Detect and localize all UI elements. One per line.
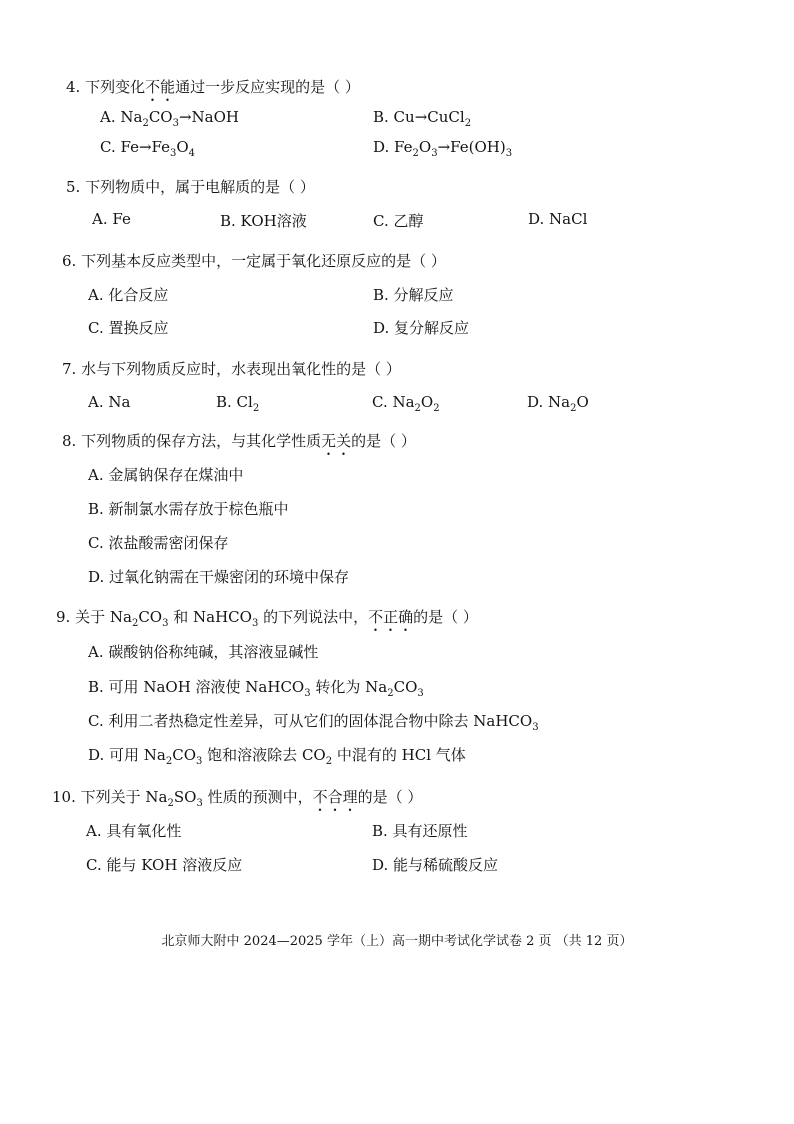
question-7-stem: 7. 水与下列物质反应时，水表现出氧化性的是（ ） (62, 360, 401, 378)
option-d: D. 复分解反应 (373, 319, 470, 337)
option-c: C. 置换反应 (88, 319, 169, 337)
emphasis-mark: 无关 (321, 432, 352, 450)
option-b: B. 具有还原性 (372, 822, 468, 840)
option-a: A. 金属钠保存在煤油中 (88, 466, 244, 484)
emphasis-mark: 不正确 (368, 608, 414, 626)
option-b: B. 分解反应 (373, 286, 454, 304)
question-9-stem: 9. 关于 $Na_2CO_3$ 和 NaHCO$_3$ 的下列说法中，不正确的是（ ） (56, 608, 478, 629)
question-5-stem: 5. 下列物质中，属于电解质的是（ ） (66, 178, 315, 196)
question-4-stem: 4. 下列变化不能通过一步反应实现的是（ ） (66, 78, 360, 96)
option-d: D. 可用 $Na_2CO_3$ 饱和溶液除去 $CO_2$ 中混有的 HCl 气体 (88, 746, 466, 767)
option-c: C. 浓盐酸需密闭保存 (88, 534, 229, 552)
option-a: A. Na (88, 393, 131, 411)
option-c: C. 乙醇 (373, 212, 424, 230)
question-10-stem: 10. 下列关于 $Na_2SO_3$ 性质的预测中，不合理的是（ ） (52, 788, 423, 809)
option-a: A. 化合反应 (88, 286, 169, 304)
emphasis-mark: 不能 (145, 78, 176, 96)
option-b: B. Cu→CuCl$_2$ (373, 108, 472, 129)
option-b: B. $Cl_2$ (216, 393, 260, 414)
option-b: B. 新制氯水需存放于棕色瓶中 (88, 500, 289, 518)
option-c: C. $Na_2O_2$ (372, 393, 440, 414)
option-a: A. 碳酸钠俗称纯碱，其溶液显碱性 (88, 643, 319, 661)
option-a: A. $Na_2CO_3\to NaOH$ (100, 108, 239, 129)
emphasis-mark: 不合理 (312, 788, 358, 806)
option-d: D. NaCl (528, 210, 588, 228)
option-a: A. Fe (92, 210, 131, 228)
option-d: D. 能与稀硫酸反应 (372, 856, 499, 874)
page-footer: 北京师大附中 2024—2025 学年（上）高一期中考试化学试卷 2 页 （共 12 页） (161, 934, 633, 949)
option-c: C. 能与 KOH 溶液反应 (86, 856, 243, 874)
option-d: D. $Fe_2O_3\to Fe(OH)_3$ (373, 138, 513, 159)
option-b: B. 可用 NaOH 溶液使 NaHCO$_3$ 转化为 $Na_2CO_3$ (88, 678, 424, 699)
option-d: D. 过氧化钠需在干燥密闭的环境中保存 (88, 568, 350, 586)
option-c: C. $Fe\to Fe_3O_4$ (100, 138, 196, 159)
option-c: C. 利用二者热稳定性差异，可从它们的固体混合物中除去 NaHCO$_3$ (88, 712, 539, 733)
option-a: A. 具有氧化性 (86, 822, 182, 840)
question-6-stem: 6. 下列基本反应类型中，一定属于氧化还原反应的是（ ） (62, 252, 446, 270)
question-8-stem: 8. 下列物质的保存方法，与其化学性质无关的是（ ） (62, 432, 416, 450)
option-d: D. $Na_2O$ (527, 393, 589, 414)
option-b: B. KOH溶液 (220, 212, 307, 230)
